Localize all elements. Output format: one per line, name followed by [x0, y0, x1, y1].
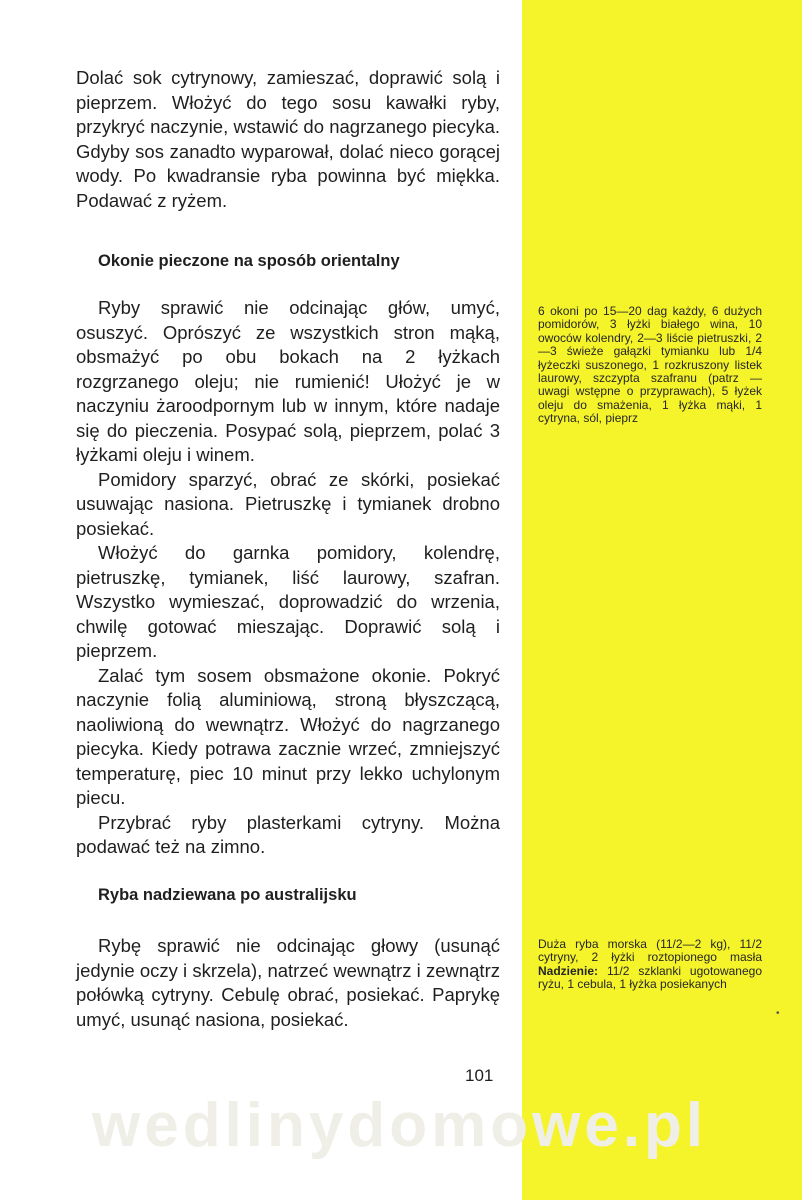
- print-speck: •: [776, 1008, 780, 1019]
- recipe-paragraph: Pomidory sparzyć, obrać ze skórki, posiekać usuwając nasiona. Pietruszkę i tymianek drobno posiekać.: [76, 468, 500, 539]
- watermark: wedlinydomowe.pl: [92, 1091, 708, 1160]
- recipe-paragraph: Przybrać ryby plasterkami cytryny. Można podawać też na zimno.: [76, 811, 500, 857]
- recipe-paragraph: Rybę sprawić nie odcinając głowy (usunąć jedynie oczy i skrzela), natrzeć wewnątrz i zewnątrz połówką cytryny. Cebulę obrać, posiekać. Paprykę umyć, usunąć nasiona, posiekać.: [76, 935, 500, 1030]
- recipe-paragraph: Włożyć do garnka pomidory, kolendrę, pietruszkę, tymianek, liść laurowy, szafran. Wszystko wymieszać, doprowadzić do wrzenia, chwilę gotować mieszając. Doprawić solą i pieprzem.: [76, 542, 500, 661]
- ingredients-text: 6 okoni po 15—20 dag każdy, 6 dużych pomidorów, 3 łyżki białego wina, 10 owoców kolendry, 2—3 liście pietruszki, 2—3 świeże gałązki tymianku lub 1/4 łyżeczki suszonego, 1 rozkruszony listek laurowy, szczypta szafranu (patrz — uwagi wstępne o przyprawach), 5 łyżek oleju do smażenia, 1 łyżka mąki, 1 cytryna, sól, pieprz: [538, 304, 762, 426]
- ingredients-ryba: [538, 938, 762, 992]
- recipe-paragraph: Zalać tym sosem obsmażone okonie. Pokryć naczynie folią aluminiową, stroną błyszczącą, naoliwioną do wewnątrz. Włożyć do nagrzanego piecyka. Kiedy potrawa zacznie wrzeć, zmniejszyć temperaturę, piec 10 minut przy lekko uchylonym piecu.: [76, 664, 500, 808]
- recipe-body-okonie: [76, 296, 500, 860]
- recipe-title-ryba: Ryba nadziewana po australijsku: [98, 886, 357, 904]
- recipe-paragraph: Ryby sprawić nie odcinając głów, umyć, osuszyć. Oprószyć ze wszystkich stron mąką, obsmażyć po obu bokach na 2 łyżkach rozgrzanego oleju; nie rumienić! Ułożyć je w naczyniu żaroodpornym lub w innym, które nadaje się do pieczenia. Posypać solą, pieprzem, polać 3 łyżkami oleju i winem.: [76, 297, 500, 465]
- ingredients-text: [538, 938, 762, 992]
- filling-text: 11/2 szklanki ugotowanego ryżu, 1 cebula, 1 łyżka posiekanych: [538, 963, 762, 992]
- page-number: 101: [465, 1066, 494, 1085]
- intro-paragraph: [76, 66, 500, 213]
- ingredients-sidebar: [522, 0, 802, 1200]
- recipe-body-ryba: [76, 934, 500, 1032]
- ingredients-main: Duża ryba morska (11/2—2 kg), 11/2 cytryny, 2 łyżki roztopionego masła: [538, 937, 762, 965]
- intro-text: Dolać sok cytrynowy, zamieszać, doprawić solą i pieprzem. Włożyć do tego sosu kawałki ryby, przykryć naczynie, wstawić do nagrzanego piecyka. Gdyby sos zanadto wyparował, dolać nieco gorącej wody. Po kwadransie ryba powinna być miękka. Podawać z ryżem.: [76, 67, 500, 211]
- filling-label: Nadzienie:: [538, 963, 599, 978]
- recipe-title-okonie: Okonie pieczone na sposób orientalny: [98, 252, 400, 270]
- ingredients-okonie: [538, 305, 762, 426]
